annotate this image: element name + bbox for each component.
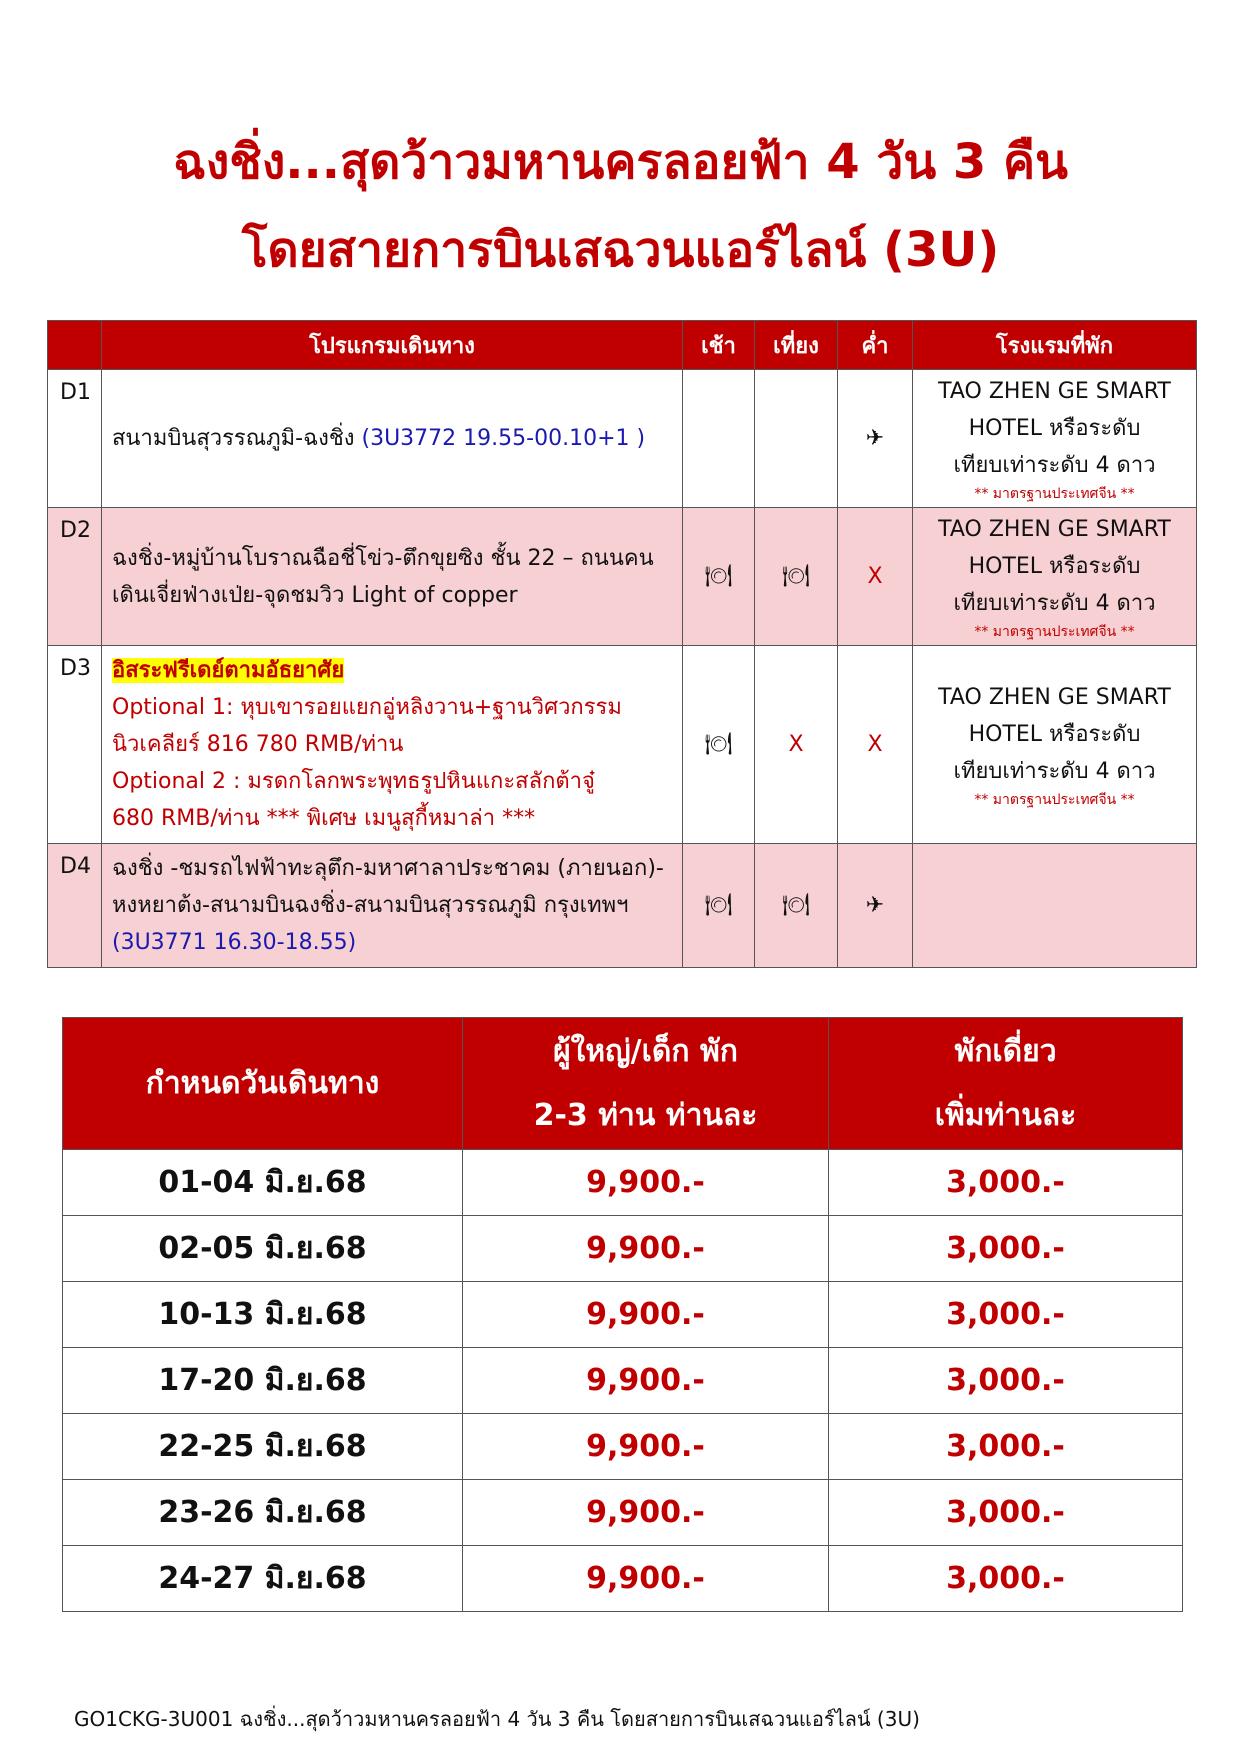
header-single-line-1: พักเดี่ยว	[954, 1033, 1057, 1069]
header-hotel: โรงแรมที่พัก	[913, 321, 1197, 370]
no-meal-mark: X	[838, 646, 913, 844]
program-cell	[102, 508, 683, 646]
meal-icon: 🍽	[683, 844, 755, 968]
travel-date: 22-25 มิ.ย.68	[63, 1414, 463, 1480]
header-lunch: เที่ยง	[755, 321, 838, 370]
hotel-stars: เทียบเท่าระดับ 4 ดาว	[953, 453, 1156, 478]
adult-price: 9,900.-	[463, 1546, 829, 1612]
document-footer: GO1CKG-3U001 ฉงชิ่ง...สุดว้าวมหานครลอยฟ้า 4 วัน 3 คืน โดยสายการบินเสฉวนแอร์ไลน์ (3U)	[74, 1707, 920, 1731]
hotel-name: TAO ZHEN GE SMART	[938, 685, 1171, 710]
hotel-stars: เทียบเท่าระดับ 4 ดาว	[953, 591, 1156, 616]
no-meal-mark: X	[838, 508, 913, 646]
travel-date: 17-20 มิ.ย.68	[63, 1348, 463, 1414]
price-row	[63, 1150, 1183, 1216]
hotel-level: HOTEL หรือระดับ	[968, 554, 1141, 579]
travel-date: 24-27 มิ.ย.68	[63, 1546, 463, 1612]
price-row	[63, 1348, 1183, 1414]
program-text-line: หงหยาต้ง-สนามบินฉงชิ่ง-สนามบินสุวรรณภูมิ กรุงเทพฯ	[112, 893, 629, 918]
hotel-cell	[913, 370, 1197, 508]
day-label: D1	[48, 370, 102, 508]
free-day-highlight: อิสระฟรีเดย์ตามอัธยาศัย	[112, 658, 345, 683]
breakfast-cell	[683, 370, 755, 508]
header-breakfast: เช้า	[683, 321, 755, 370]
adult-price: 9,900.-	[463, 1414, 829, 1480]
optional-2-line: Optional 2 : มรดกโลกพระพุทธรูปหินแกะสลักต้าจู๋	[112, 769, 595, 794]
hotel-cell	[913, 508, 1197, 646]
itinerary-row-d1	[48, 370, 1197, 508]
program-cell	[102, 646, 683, 844]
meal-icon: 🍽	[755, 844, 838, 968]
travel-date: 02-05 มิ.ย.68	[63, 1216, 463, 1282]
price-table	[62, 1017, 1183, 1612]
flight-info: (3U3772 19.55-00.10+1 )	[361, 426, 646, 451]
header-single-line-2: เพิ่มท่านละ	[934, 1097, 1077, 1133]
price-row	[63, 1414, 1183, 1480]
price-row	[63, 1546, 1183, 1612]
title-line-2: โดยสายการบินเสฉวนแอร์ไลน์ (3U)	[241, 222, 1000, 278]
adult-price: 9,900.-	[463, 1348, 829, 1414]
adult-price: 9,900.-	[463, 1480, 829, 1546]
flight-info: (3U3771 16.30-18.55)	[112, 930, 357, 955]
travel-date: 10-13 มิ.ย.68	[63, 1282, 463, 1348]
header-single-supplement	[829, 1018, 1183, 1150]
hotel-note: ** มาตรฐานประเทศจีน **	[974, 624, 1135, 640]
adult-price: 9,900.-	[463, 1150, 829, 1216]
lunch-cell	[755, 370, 838, 508]
hotel-cell	[913, 844, 1197, 968]
single-supplement: 3,000.-	[829, 1150, 1183, 1216]
header-adult-line-2: 2-3 ท่าน ท่านละ	[533, 1097, 758, 1133]
adult-price: 9,900.-	[463, 1282, 829, 1348]
program-text: สนามบินสุวรรณภูมิ-ฉงชิ่ง	[112, 426, 362, 451]
travel-date: 23-26 มิ.ย.68	[63, 1480, 463, 1546]
day-label: D4	[48, 844, 102, 968]
single-supplement: 3,000.-	[829, 1546, 1183, 1612]
hotel-level: HOTEL หรือระดับ	[968, 416, 1141, 441]
single-supplement: 3,000.-	[829, 1348, 1183, 1414]
travel-date: 01-04 มิ.ย.68	[63, 1150, 463, 1216]
meal-icon: 🍽	[683, 508, 755, 646]
single-supplement: 3,000.-	[829, 1414, 1183, 1480]
itinerary-row-d4	[48, 844, 1197, 968]
meal-icon: 🍽	[683, 646, 755, 844]
hotel-name: TAO ZHEN GE SMART	[938, 379, 1171, 404]
price-header-row	[63, 1018, 1183, 1150]
program-text-line: ฉงชิ่ง-หมู่บ้านโบราณฉือชี่โข่ว-ตึกขุยซิง ชั้น 22 – ถนนคน	[112, 545, 654, 571]
single-supplement: 3,000.-	[829, 1216, 1183, 1282]
optional-1-line: Optional 1: หุบเขารอยแยกอู่หลิงวาน+ฐานวิศวกรรม	[112, 695, 622, 720]
hotel-note: ** มาตรฐานประเทศจีน **	[974, 792, 1135, 808]
price-row	[63, 1216, 1183, 1282]
single-supplement: 3,000.-	[829, 1480, 1183, 1546]
program-cell	[102, 844, 683, 968]
header-day	[48, 321, 102, 370]
hotel-name: TAO ZHEN GE SMART	[938, 517, 1171, 542]
program-cell	[102, 370, 683, 508]
airplane-icon: ✈	[838, 370, 913, 508]
program-text-line: เดินเจี่ยฟ่างเป่ย-จุดชมวิว Light of copper	[112, 582, 518, 608]
price-row	[63, 1480, 1183, 1546]
itinerary-header-row	[48, 321, 1197, 370]
single-supplement: 3,000.-	[829, 1282, 1183, 1348]
optional-2-price: 680 RMB/ท่าน *** พิเศษ เมนูสุกี้หมาล่า ***	[112, 806, 536, 831]
no-meal-mark: X	[755, 646, 838, 844]
hotel-stars: เทียบเท่าระดับ 4 ดาว	[953, 759, 1156, 784]
title-line-1: ฉงชิ่ง...สุดว้าวมหานครลอยฟ้า 4 วัน 3 คืน	[173, 134, 1068, 190]
header-travel-date: กำหนดวันเดินทาง	[63, 1018, 463, 1150]
itinerary-row-d3	[48, 646, 1197, 844]
day-label: D3	[48, 646, 102, 844]
airplane-icon: ✈	[838, 844, 913, 968]
price-row	[63, 1282, 1183, 1348]
itinerary-row-d2	[48, 508, 1197, 646]
itinerary-table	[47, 320, 1197, 968]
hotel-cell	[913, 646, 1197, 844]
header-adult-price	[463, 1018, 829, 1150]
hotel-level: HOTEL หรือระดับ	[968, 722, 1141, 747]
meal-icon: 🍽	[755, 508, 838, 646]
optional-1-price: นิวเคลียร์ 816 780 RMB/ท่าน	[112, 732, 404, 757]
header-dinner: ค่ำ	[838, 321, 913, 370]
header-adult-line-1: ผู้ใหญ่/เด็ก พัก	[553, 1033, 738, 1069]
hotel-note: ** มาตรฐานประเทศจีน **	[974, 486, 1135, 502]
adult-price: 9,900.-	[463, 1216, 829, 1282]
day-label: D2	[48, 508, 102, 646]
program-text-line: ฉงชิ่ง -ชมรถไฟฟ้าทะลุตึก-มหาศาลาประชาคม (ภายนอก)-	[112, 856, 664, 881]
header-program: โปรแกรมเดินทาง	[102, 321, 683, 370]
